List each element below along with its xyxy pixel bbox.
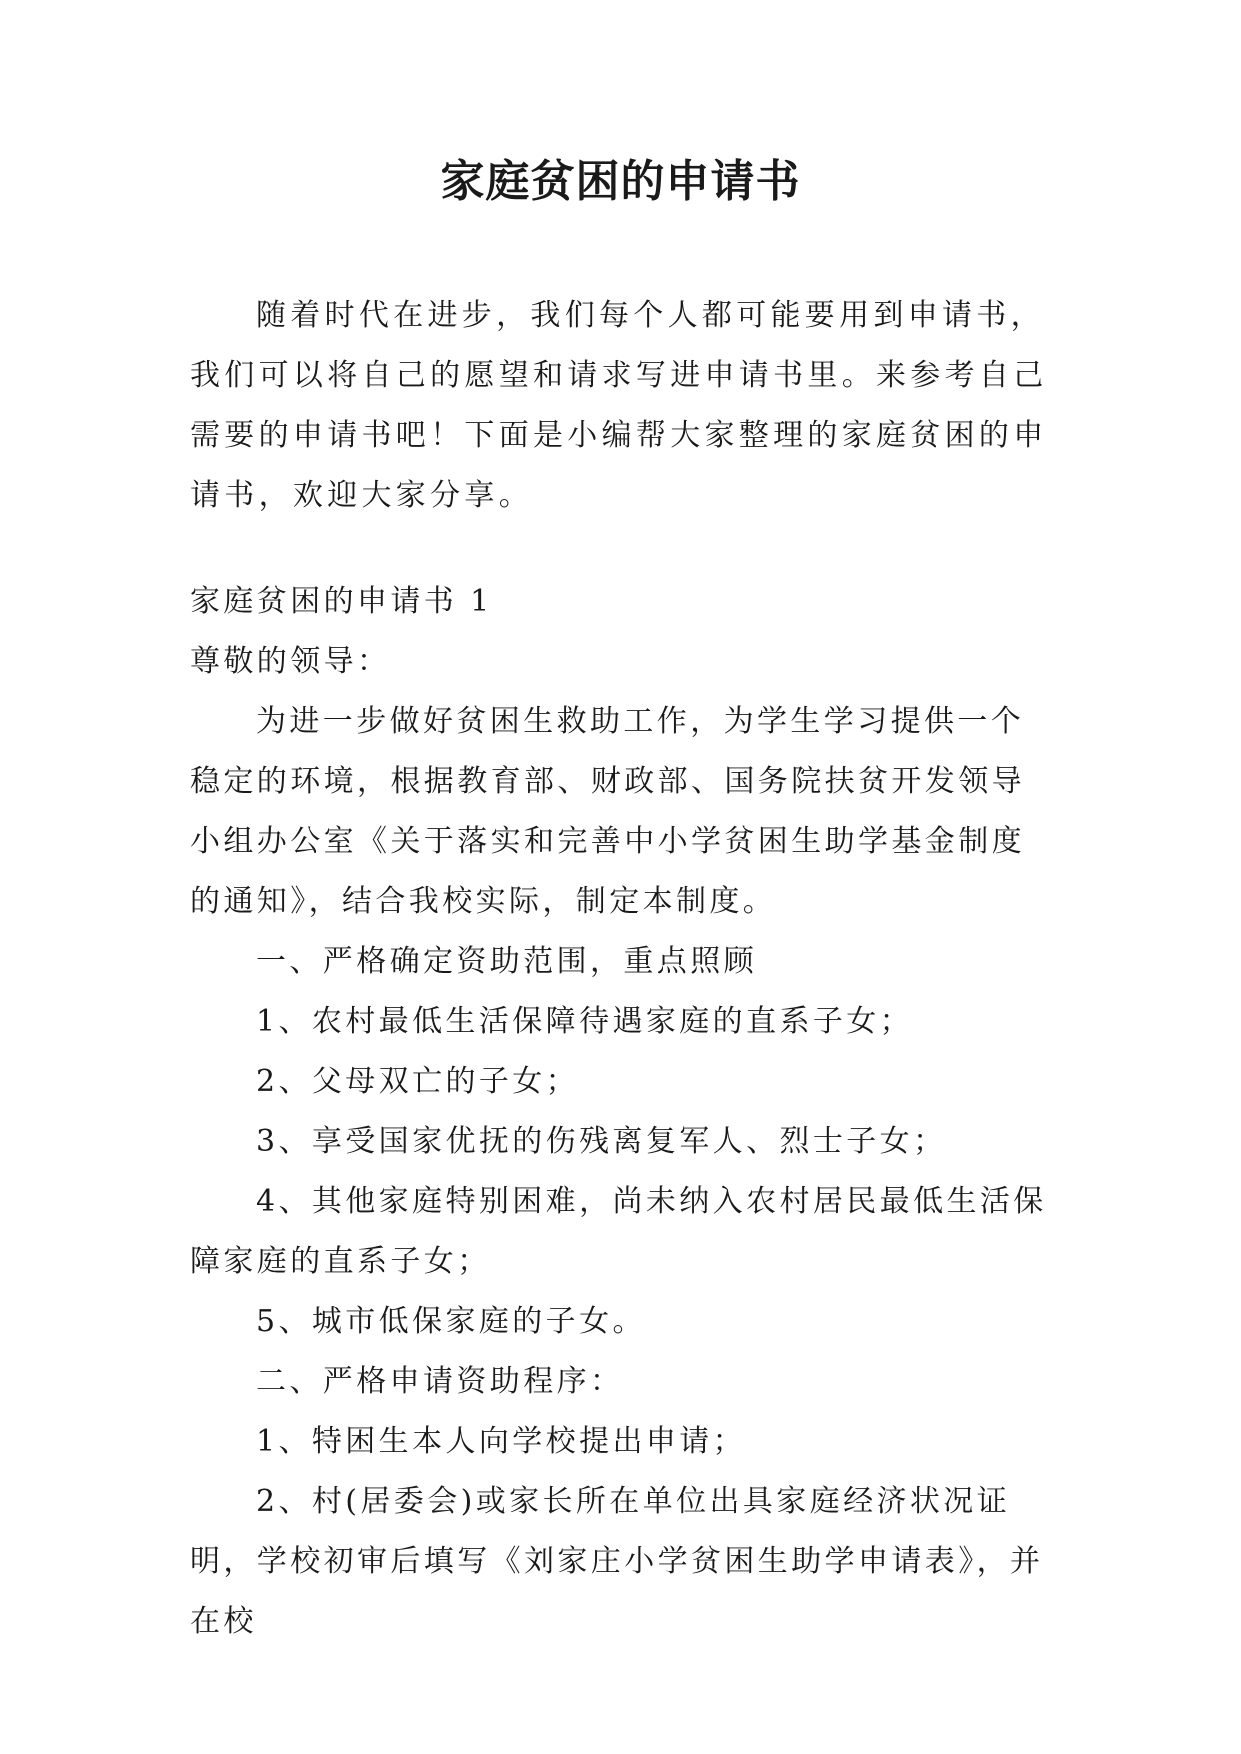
document-title: 家庭贫困的申请书 bbox=[440, 156, 801, 207]
section-heading: 家庭贫困的申请书 1 bbox=[190, 584, 493, 619]
body-paragraph: 二、严格申请资助程序： bbox=[256, 1364, 624, 1399]
salutation: 尊敬的领导： bbox=[190, 644, 391, 679]
intro-paragraph: 随着时代在进步，我们每个人都可能要用到申请书，我们可以将自己的愿望和请求写进申请书里。来参考自己需要的申请书吧！下面是小编帮大家整理的家庭贫困的申请书，欢迎大家分享。 bbox=[190, 298, 1048, 513]
body-paragraph: 2、村(居委会)或家长所在单位出具家庭经济状况证明，学校初审后填写《刘家庄小学贫困生助学申请表》，并在校 bbox=[190, 1484, 1044, 1639]
body-paragraph: 1、特困生本人向学校提出申请； bbox=[256, 1424, 747, 1459]
body-paragraph: 1、农村最低生活保障待遇家庭的直系子女； bbox=[256, 1004, 914, 1039]
body-paragraph: 3、享受国家优抚的伤残离复军人、烈士子女； bbox=[256, 1124, 947, 1159]
body-paragraph: 一、严格确定资助范围，重点照顾 bbox=[256, 944, 757, 979]
body-paragraph: 4、其他家庭特别困难，尚未纳入农村居民最低生活保障家庭的直系子女； bbox=[190, 1184, 1047, 1279]
section-block bbox=[190, 572, 1055, 1652]
intro-block bbox=[190, 286, 1055, 526]
body-paragraph: 为进一步做好贫困生救助工作，为学生学习提供一个稳定的环境，根据教育部、财政部、国务院扶贫开发领导小组办公室《关于落实和完善中小学贫困生助学基金制度的通知》，结合我校实际，制定本制度。 bbox=[190, 704, 1025, 919]
body-paragraph: 2、父母双亡的子女； bbox=[256, 1064, 580, 1099]
body-paragraph: 5、城市低保家庭的子女。 bbox=[256, 1304, 646, 1339]
